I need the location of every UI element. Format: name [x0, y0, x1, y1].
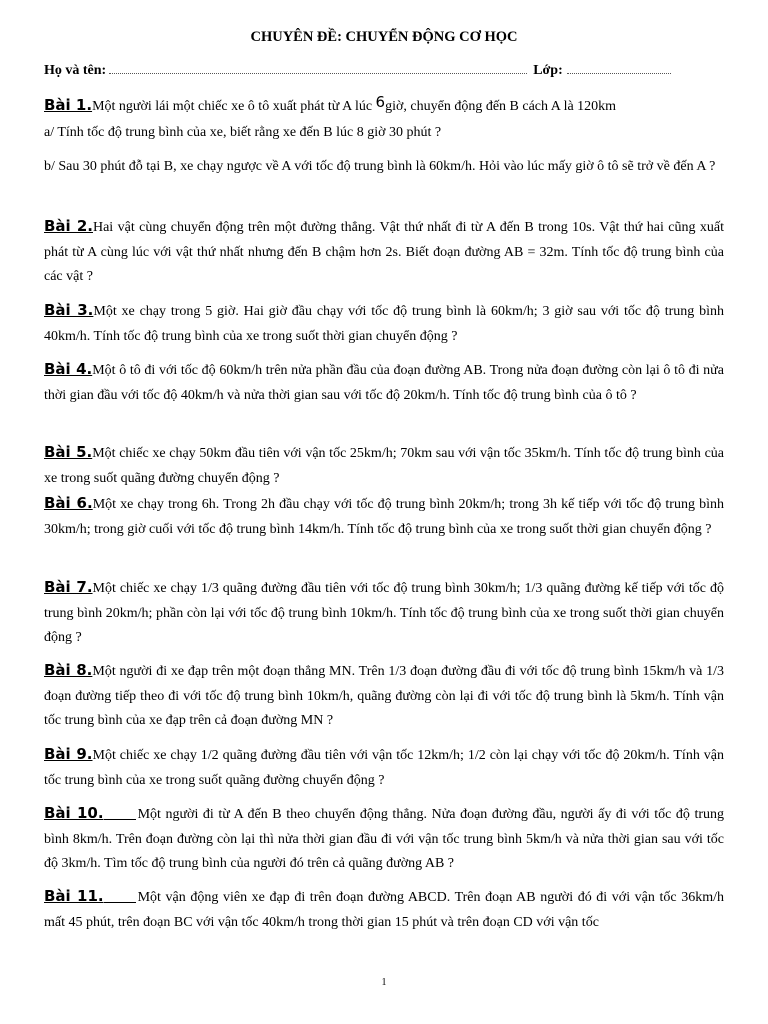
document-title: CHUYÊN ĐỀ: CHUYỂN ĐỘNG CƠ HỌC [250, 29, 518, 45]
page-number: 1 [381, 977, 387, 988]
label-underline-gap [104, 888, 136, 903]
name-blank [109, 62, 527, 74]
problem-8 [44, 658, 724, 734]
problem-label: Bài 1. [44, 96, 93, 114]
problem-1-part-a: a/ Tính tốc độ trung bình của xe, biết rằng xe đến B lúc 8 giờ 30 phút ? [44, 125, 442, 140]
student-info-line [44, 62, 724, 79]
problem-text: Một xe chạy trong 5 giờ. Hai giờ đầu chạy với tốc độ trung bình là 60km/h; 3 giờ sau với tốc độ trung bình 40km/h. Tính tốc độ trung bình của xe trong suốt thời gian chuyển động ? [44, 304, 724, 344]
problem-text: Một người đi từ A đến B theo chuyển động thẳng. Nửa đoạn đường đầu, người ấy đi với tốc độ trung bình 8km/h. Trên đoạn đường còn lại thì nửa thời gian đầu đi với vận tốc trung bình 5km/h và nửa thời gian sau với tốc độ 3km/h. Tìm tốc độ trung bình của người đó trên cả quãng đường AB ? [44, 807, 724, 871]
class-label: Lớp: [533, 63, 563, 78]
problem-text: Một chiếc xe chạy 50km đầu tiên với vận tốc 25km/h; 70km sau với vận tốc 35km/h. Tính tốc độ trung bình của xe trong suốt quãng đường chuyển động ? [44, 446, 724, 486]
label-underline-gap [104, 805, 136, 820]
problem-text: Một người lái một chiếc xe ô tô xuất phát từ A lúc [92, 99, 376, 114]
problem-2 [44, 214, 724, 290]
problem-label: Bài 8. [44, 661, 93, 679]
problem-4 [44, 357, 724, 408]
problem-label: Bài 3. [44, 301, 94, 319]
problem-label: Bài 5. [44, 443, 93, 461]
name-label: Họ và tên: [44, 63, 107, 78]
problem-text: Một ô tô đi với tốc độ 60km/h trên nửa phần đầu của đoạn đường AB. Trong nửa đoạn đường còn lại ô tô đi nửa thời gian đầu với tốc độ 40km/h và nửa thời gian sau với tốc độ 20km/h. Tính tốc độ trung bình của ô tô ? [44, 363, 724, 403]
problem-7 [44, 575, 724, 651]
problem-text-cont: giờ, chuyển động đến B cách A là 120km [385, 99, 617, 114]
problem-text: Hai vật cùng chuyển động trên một đường thẳng. Vật thứ nhất đi từ A đến B trong 10s. Vật thứ hai cũng xuất phát từ A cùng lúc với vật thứ nhất nhưng đến B chậm hơn 2s. Biết đoạn đường AB = 32m. Tính tốc độ trung bình của các vật ? [44, 220, 725, 284]
problem-text: Một chiếc xe chạy 1/3 quãng đường đầu tiên với tốc độ trung bình 30km/h; 1/3 quãng đường kế tiếp với tốc độ trung bình 20km/h; phần còn lại với tốc độ trung bình 10km/h. Tính tốc độ trung bình của xe trong suốt thời gian chuyển động ? [44, 581, 724, 645]
problem-1-part-b: b/ Sau 30 phút đỗ tại B, xe chạy ngược về A với tốc độ trung bình là 60km/h. Hỏi vào lúc mấy giờ ô tô sẽ trở về đến A ? [44, 159, 716, 174]
class-blank [567, 62, 671, 74]
problem-label: Bài 2. [44, 217, 93, 235]
problem-1 [44, 90, 724, 120]
problem-text: Một chiếc xe chạy 1/2 quãng đường đầu tiên với vận tốc 12km/h; 1/2 còn lại chạy với tốc độ 20km/h. Tính vận tốc trung bình của xe trong suốt quãng đường chuyển động ? [44, 748, 724, 788]
start-hour: 6 [375, 93, 386, 111]
problem-11 [44, 884, 724, 935]
problem-text: Một người đi xe đạp trên một đoạn thẳng MN. Trên 1/3 đoạn đường đầu đi với tốc độ trung bình 15km/h và 1/3 đoạn đường tiếp theo đi với tốc độ trung bình 10km/h, quãng đường còn lại đi với tốc độ trung bình là 5km/h. Tính vận tốc trung bình của xe đạp trên cả đoạn đường MN ? [44, 664, 725, 728]
problem-label: Bài 4. [44, 360, 93, 378]
problem-label: Bài 11. [44, 887, 104, 905]
problem-3 [44, 298, 724, 349]
problem-10 [44, 801, 724, 877]
problem-6 [44, 491, 724, 542]
problem-text: Một xe chạy trong 6h. Trong 2h đầu chạy với tốc độ trung bình 20km/h; trong 3h kế tiếp với tốc độ trung bình 30km/h; trong giờ cuối với tốc độ trung bình 14km/h. Tính tốc độ trung bình của xe trong suốt thời gian chuyển động ? [44, 497, 724, 537]
problem-5 [44, 440, 724, 491]
problem-label: Bài 10. [44, 804, 104, 822]
problem-label: Bài 7. [44, 578, 93, 596]
problem-label: Bài 9. [44, 745, 93, 763]
problem-text: Một vận động viên xe đạp đi trên đoạn đường ABCD. Trên đoạn AB người đó đi với vận tốc 36km/h mất 45 phút, trên đoạn BC với vận tốc 40km/h trong thời gian 15 phút và trên đoạn CD với vận tốc [44, 890, 724, 930]
problem-label: Bài 6. [44, 494, 93, 512]
problem-9 [44, 742, 724, 793]
